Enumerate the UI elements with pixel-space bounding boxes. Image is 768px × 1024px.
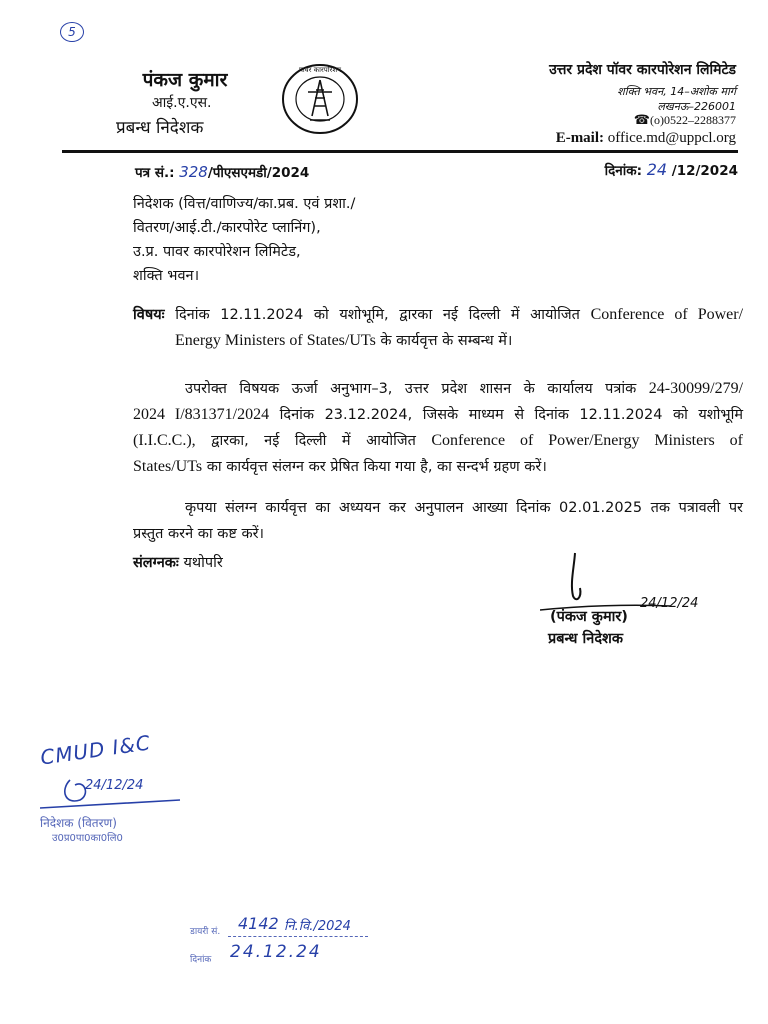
body-paragraph-2 — [133, 495, 743, 547]
diary-date: 24.12.24 — [230, 942, 322, 962]
subject-text-4: के कार्यवृत्त के सम्बन्ध में। — [380, 333, 513, 349]
diary-label: डायरी सं. — [190, 927, 221, 937]
p2-text: प्रस्तुत करने का कष्ट करें। — [133, 526, 265, 542]
p1-text: Conference of Power/Energy Ministers of — [431, 432, 743, 449]
org-email — [556, 130, 736, 147]
addressee-line: शक्ति भवन। — [133, 268, 200, 284]
addressee-line: वितरण/आई.टी./कारपोरेट प्लानिंग), — [133, 220, 321, 236]
org-name: उत्तर प्रदेश पॉवर कारपोरेशन लिमिटेड — [549, 62, 736, 78]
subject-text-1: दिनांक 12.11.2024 को यशोभूमि, द्वारका नई दिल्ली में आयोजित — [175, 307, 580, 323]
p2-text: कृपया संलग्न कार्यवृत्त का अध्ययन कर अनुपालन आख्या दिनांक 02.01.2025 तक पत्रावली पर — [185, 500, 743, 516]
svg-text:पावर कारपोरेशन: पावर कारपोरेशन — [298, 66, 342, 74]
p1-text: का कार्यवृत्त संलग्न कर प्रेषित किया गया है, का सन्दर्भ ग्रहण करें। — [206, 459, 547, 475]
enclosure-value: यथोपरि — [183, 555, 223, 571]
signatory-name: (पंकज कुमार) — [550, 609, 628, 625]
diary-underline — [228, 936, 368, 937]
uppcl-logo — [280, 62, 360, 136]
p1-text: 2024 I/831371/2024 — [133, 406, 270, 423]
diary-suffix: नि.वि./2024 — [284, 919, 351, 934]
org-address-line1: शक्ति भवन, 14–अशोक मार्ग — [617, 85, 736, 98]
p1-text: दिनांक 23.12.2024, जिसके माध्यम से दिनांक 12.11.2024 को यशोभूमि — [279, 407, 744, 423]
office-stamp-line1: निदेशक (वितरण) — [40, 816, 117, 830]
p1-text: (I.I.C.C.), — [133, 432, 196, 449]
sender-designation: प्रबन्ध निदेशक — [116, 118, 204, 138]
letter-ref — [135, 163, 309, 181]
ref-label: पत्र सं.: — [135, 165, 175, 181]
body-paragraph-1 — [133, 376, 743, 480]
letter-date — [605, 160, 738, 179]
handwritten-note-date: 24/12/24 — [85, 778, 144, 793]
date-day: 24 — [646, 160, 668, 179]
enclosure-line — [133, 552, 223, 572]
email-label: E-mail: — [555, 130, 605, 146]
signature-date: 24/12/24 — [640, 596, 699, 611]
email-value: office.md@uppcl.org — [607, 130, 736, 146]
subject-text-3: Energy Ministers of States/UTs — [175, 332, 376, 349]
addressee-block — [133, 192, 355, 288]
p1-text: उपरोक्त विषयक ऊर्जा अनुभाग–3, उत्तर प्रदेश शासन के कार्यालय पत्रांक — [185, 381, 637, 397]
addressee-line: निदेशक (वित्त/वाणिज्य/का.प्रब. एवं प्रशा./ — [133, 196, 356, 212]
subject-label: विषयः — [133, 307, 165, 323]
p1-text: States/UTs — [133, 458, 203, 475]
diary-number: 4142 — [238, 914, 279, 933]
ref-suffix: /पीएसएमडी/2024 — [207, 165, 310, 181]
org-phone — [634, 113, 736, 128]
header-divider — [62, 150, 738, 153]
enclosure-label: संलग्नकः — [133, 555, 179, 571]
office-stamp-line2: उ0प्र0पा0का0लि0 — [52, 833, 123, 844]
p1-text: द्वारका, नई दिल्ली में आयोजित — [211, 433, 416, 449]
sender-name: पंकज कुमार — [142, 69, 228, 91]
sender-service: आई.ए.एस. — [152, 95, 212, 111]
ref-number: 328 — [179, 163, 208, 181]
signatory-designation: प्रबन्ध निदेशक — [548, 631, 624, 647]
addressee-line: उ.प्र. पावर कारपोरेशन लिमिटेड, — [133, 244, 301, 260]
date-label: दिनांक: — [604, 163, 642, 179]
subject-text-2: Conference of Power/ — [590, 306, 744, 323]
phone-number: (o)0522–2288377 — [650, 113, 736, 127]
subject-block — [133, 302, 743, 354]
handwritten-note: CMUD I&C — [38, 730, 153, 770]
diary-date-label: दिनांक — [190, 955, 212, 965]
phone-icon: ☎ — [633, 113, 650, 128]
org-address-line2: लखनऊ–226001 — [657, 100, 736, 113]
diary-stamp — [188, 912, 388, 968]
page-number-mark: 5 — [60, 22, 84, 42]
p1-text: 24-30099/279/ — [648, 380, 744, 397]
date-rest: /12/2024 — [671, 163, 738, 179]
